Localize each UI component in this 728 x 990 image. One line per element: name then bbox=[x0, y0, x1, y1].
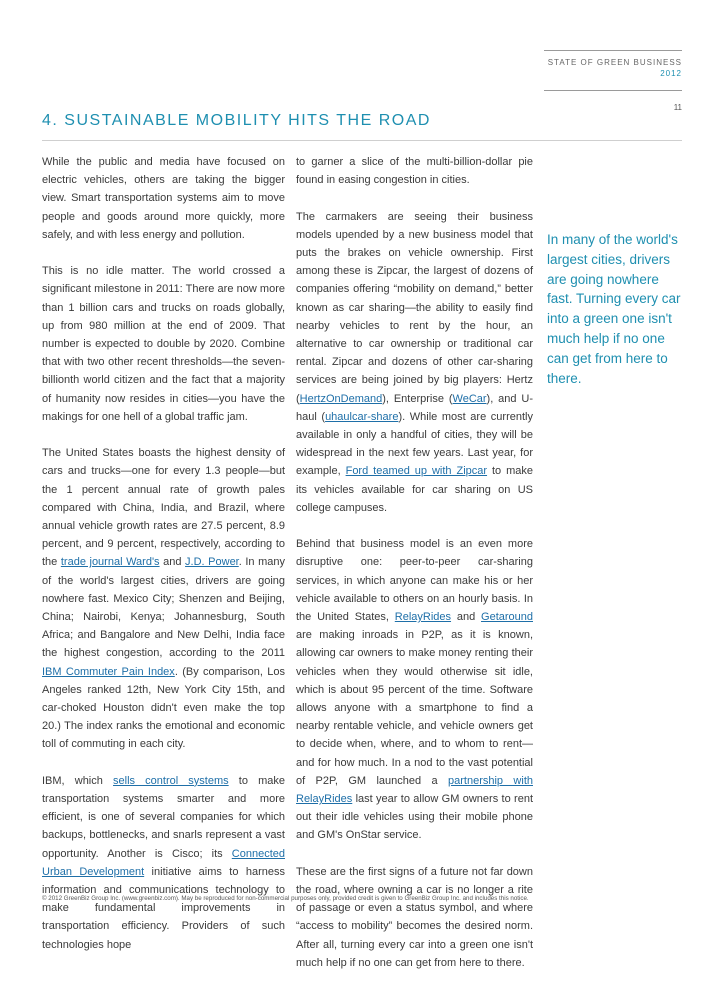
paragraph: to garner a slice of the multi-billion-dollar pie found in easing congestion in cities. bbox=[296, 156, 533, 187]
heading-rule bbox=[42, 140, 682, 141]
section-heading: 4. SUSTAINABLE MOBILITY HITS THE ROAD bbox=[42, 112, 431, 129]
header-rule-top bbox=[544, 50, 682, 51]
paragraph: Behind that business model is an even more disruptive one: peer-to-peer car-sharing services, in which anyone can make his or her vehicle available to others on an hourly basis. In the United States, RelayRides and Getaround are making inroads in P2P, as it is known, allowing car owners to make money renting their vehicles when they would otherwise sit idle, which is about 95 percent of the time. Software allows anyone with a smartphone to find a nearby rentable vehicle, and vehicle owners get to decide when, where, and to whom to rent—and for how much. In a nod to the vast potential of P2P, GM launched a partnership with RelayRides last year to allow GM owners to rent out their idle vehicles using their mobile phone and GM's OnStar service. bbox=[296, 538, 533, 842]
link-partnership-relayrides[interactable]: partnership with RelayRides bbox=[296, 774, 533, 806]
report-year: 2012 bbox=[660, 69, 682, 78]
paragraph: The United States boasts the highest density of cars and trucks—one for every 1.3 people—but the 1 percent annual rate of growth pales compared with China, India, and Brazil, where annual vehicle growth rates are 27.5 percent, 8.9 percent, and 9 percent, respectively, according to the trade journal Ward's and J.D. Power. In many of the world's largest cities, drivers are going nowhere fast. Mexico City; Shenzen and Beijing, China; Nairobi, Kenya; Johannesburg, South Africa; and Bangalore and New Delhi, India face the highest congestion, according to the 2011 IBM Commuter Pain Index. (By comparison, Los Angeles ranked 12th, New York City 15th, and car-choked Houston didn't even make the top 20.) The index ranks the emotional and economic toll of commuting in each city. bbox=[42, 447, 286, 751]
paragraph: While the public and media have focused on electric vehicles, others are taking the bigger view. Smart transportation systems aim to move people and goods around more quickly, more safely, and with less energy and pollution. bbox=[42, 156, 285, 241]
link-trade-journal-wards[interactable]: trade journal Ward's bbox=[60, 556, 160, 569]
link-uhaulcarshare[interactable]: uhaulcar-share bbox=[325, 410, 399, 423]
link-jd-power[interactable]: J.D. Power bbox=[185, 556, 239, 569]
link-hertzondemand[interactable]: HertzOnDemand bbox=[299, 392, 383, 405]
report-title: STATE OF GREEN BUSINESS bbox=[547, 58, 682, 67]
column-left bbox=[42, 153, 285, 972]
link-getaround[interactable]: Getaround bbox=[481, 611, 533, 624]
link-ibm-commuter-pain-index[interactable]: IBM Commuter Pain Index bbox=[42, 665, 175, 678]
link-wecar[interactable]: WeCar bbox=[452, 392, 487, 405]
header-rule-bottom bbox=[544, 90, 682, 91]
pull-quote: In many of the world's largest cities, drivers are going nowhere fast. Turning every car into a green one isn't much help if no one can get from here to there. bbox=[547, 232, 681, 386]
link-connected-urban-development[interactable]: Connected Urban Development bbox=[42, 847, 285, 878]
paragraph: These are the first signs of a future not far down the road, where owning a car is no longer a rite of passage or even a status symbol, and where “access to mobility” becomes the desired norm. After all, turning every car into a green one isn't much help if no one can get from here to there. bbox=[296, 865, 533, 969]
copyright-footer: © 2012 GreenBiz Group Inc. (www.greenbiz.com). May be reproduced for non-commercial purposes only, provided credit is given to GreenBiz Group Inc. and includes this notice. bbox=[42, 895, 529, 902]
paragraph: This is no idle matter. The world crossed a significant milestone in 2011: There are now more than 1 billion cars and trucks on roads globally, up from 980 million at the end of 2009. That number is expected to double by 2020. Combine that with two other recent thresholds—the seven-billionth world citizen and the fact that a majority of humanity now resides in cities—you have the makings for one hell of a global traffic jam. bbox=[42, 265, 285, 423]
paragraph: IBM, which sells control systems to make transportation systems smarter and more efficient, is one of several companies for which backups, bottlenecks, and snarls represent a vast opportunity. Another is Cisco; its Connected Urban Development initiative aims to harness information and communications technology to make fundamental improvements in transportation efficiency. Providers of such technologies hope bbox=[42, 774, 285, 951]
link-ford-zipcar[interactable]: Ford teamed up with Zipcar bbox=[345, 465, 488, 478]
column-middle bbox=[296, 153, 533, 990]
page-number: 11 bbox=[673, 103, 682, 112]
link-relayrides[interactable]: RelayRides bbox=[394, 611, 452, 624]
link-sells-control-systems[interactable]: sells control systems bbox=[113, 774, 229, 787]
paragraph: The carmakers are seeing their business models upended by a new business model that puts the brakes on vehicle ownership. First among these is Zipcar, the largest of dozens of companies offering “mobility on demand,” better known as car sharing—the ability to easily find nearby vehicles to rent by the hour, an alternative to car ownership or traditional car rental. Zipcar and dozens of other car-sharing services are being joined by big players: Hertz (HertzOnDemand), Enterprise (WeCar), and U-haul (uhaulcar-share). While most are currently available in only a handful of cities, they will be widespread in the next few years. Last year, for example, Ford teamed up with Zipcar to make its vehicles available for car sharing on US college campuses. bbox=[296, 210, 534, 514]
